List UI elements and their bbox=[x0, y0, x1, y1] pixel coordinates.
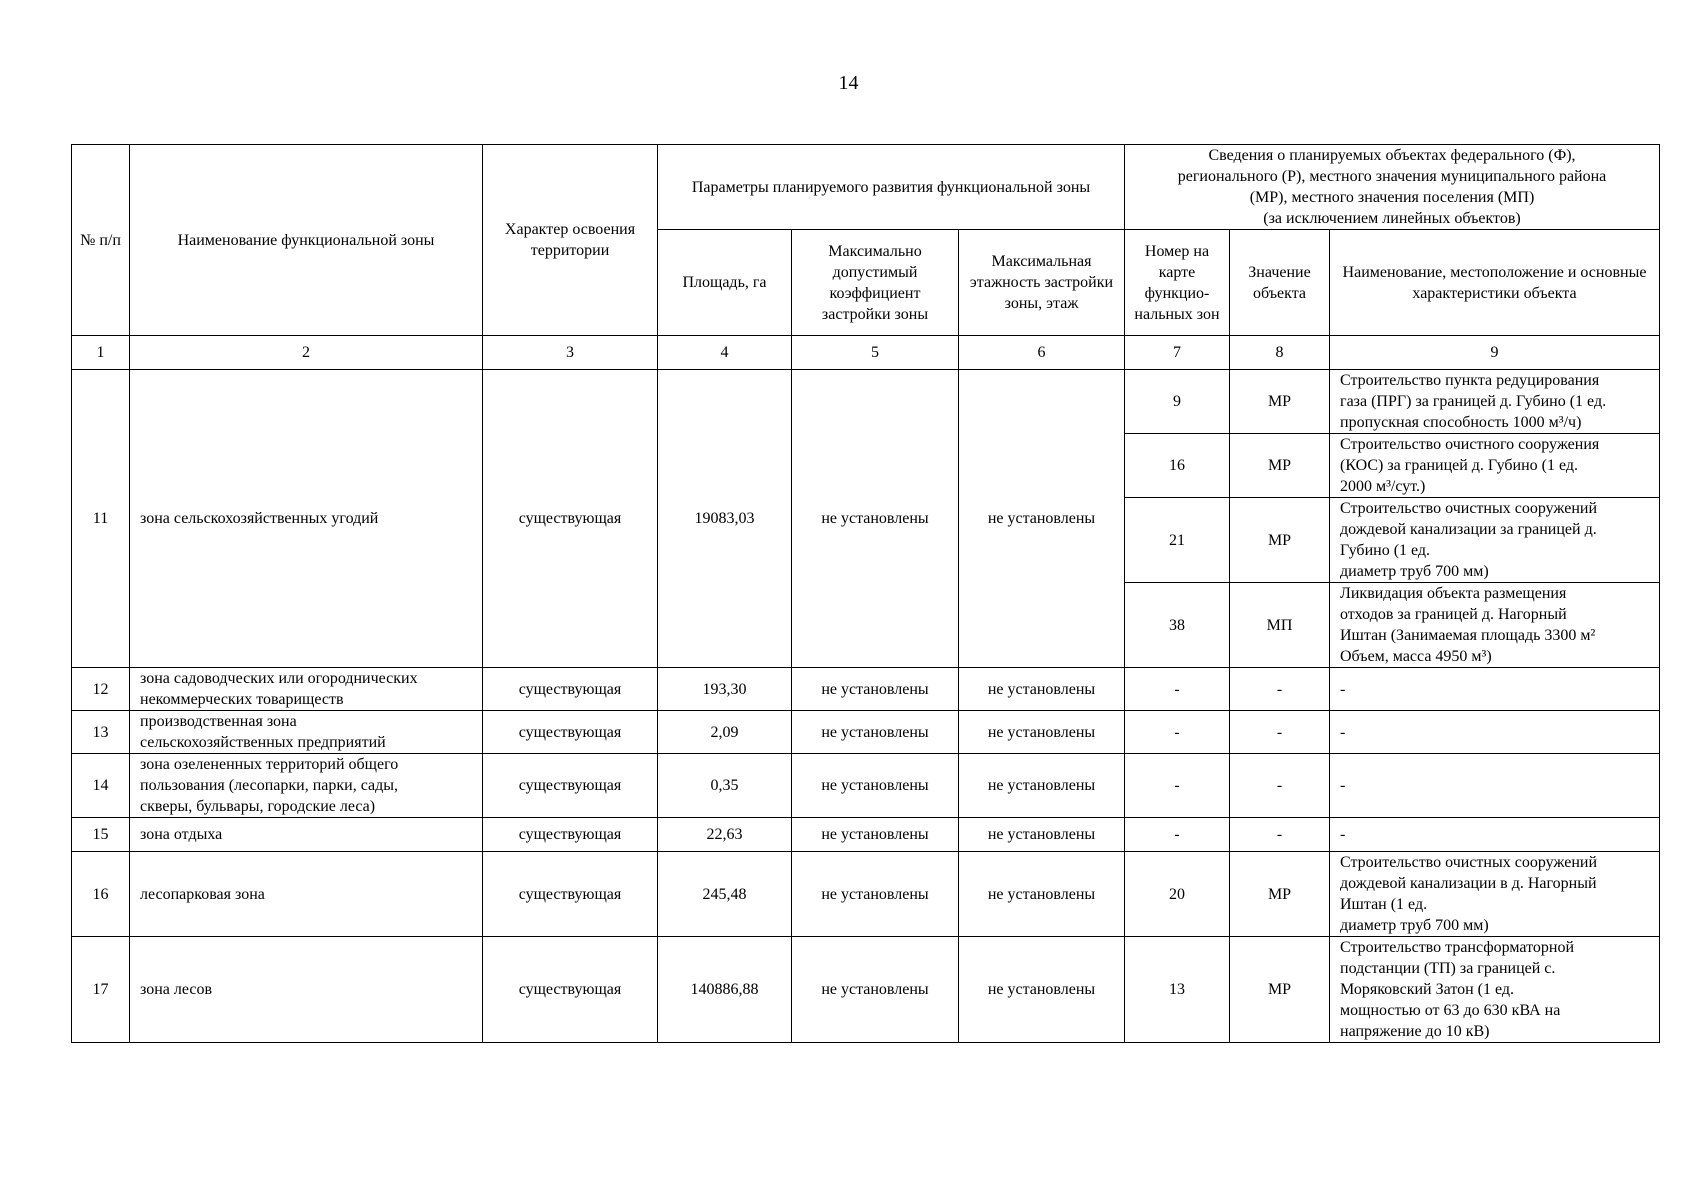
zone-name-line: производственная зона bbox=[140, 713, 297, 730]
object-description: - bbox=[1330, 668, 1660, 711]
development: существующая bbox=[483, 668, 658, 711]
header-objects-line: Сведения о планируемых объектах федерального (Ф), bbox=[1208, 147, 1576, 164]
column-number: 3 bbox=[483, 336, 658, 370]
zone-name bbox=[130, 852, 483, 937]
object-description-line: Строительство очистных сооружений bbox=[1340, 500, 1598, 517]
area-value: 245,48 bbox=[658, 852, 792, 937]
object-description-line: Объем, масса 4950 м³) bbox=[1340, 648, 1492, 665]
zone-name bbox=[130, 711, 483, 754]
row-num: 15 bbox=[72, 818, 130, 852]
coefficient-value: не установлены bbox=[792, 852, 959, 937]
object-description: - bbox=[1330, 818, 1660, 852]
floors-value: не установлены bbox=[959, 668, 1125, 711]
zone-name-line: зона отдыха bbox=[140, 826, 223, 843]
object-significance: - bbox=[1230, 668, 1330, 711]
object-description bbox=[1330, 434, 1660, 498]
object-description-line: Ликвидация объекта размещения bbox=[1340, 585, 1567, 602]
floors-value: не установлены bbox=[959, 711, 1125, 754]
table-row bbox=[72, 711, 1660, 754]
column-number: 1 bbox=[72, 336, 130, 370]
map-number: 9 bbox=[1125, 370, 1230, 434]
object-significance: - bbox=[1230, 818, 1330, 852]
header-object-desc: Наименование, местоположение и основные характеристики объекта bbox=[1330, 230, 1660, 336]
object-description-line: Строительство очистного сооружения bbox=[1340, 436, 1600, 453]
development: существующая bbox=[483, 711, 658, 754]
zone-name-line: зона садоводческих или огороднических bbox=[140, 670, 418, 687]
zone-name-line: скверы, бульвары, городские леса) bbox=[140, 798, 376, 815]
floors-value: не установлены bbox=[959, 818, 1125, 852]
floors-value: не установлены bbox=[959, 754, 1125, 818]
floors-value: не установлены bbox=[959, 852, 1125, 937]
zone-name bbox=[130, 818, 483, 852]
zone-name-line: некоммерческих товариществ bbox=[140, 691, 344, 708]
object-description: - bbox=[1330, 711, 1660, 754]
header-params-group: Параметры планируемого развития функциональной зоны bbox=[658, 145, 1125, 230]
table-row bbox=[72, 818, 1660, 852]
zone-name-line: лесопарковая зона bbox=[140, 885, 265, 903]
map-number: - bbox=[1125, 668, 1230, 711]
header-development: Характер освоения территории bbox=[483, 145, 658, 336]
floors-value: не установлены bbox=[959, 937, 1125, 1043]
area-value: 19083,03 bbox=[658, 370, 792, 668]
map-number: 38 bbox=[1125, 583, 1230, 668]
table-row bbox=[72, 937, 1660, 1043]
object-description bbox=[1330, 498, 1660, 583]
object-significance: МР bbox=[1230, 852, 1330, 937]
header-objects-line: (МР), местного значения поселения (МП) bbox=[1249, 189, 1535, 206]
object-description bbox=[1330, 370, 1660, 434]
map-number: - bbox=[1125, 711, 1230, 754]
zone-name bbox=[130, 937, 483, 1043]
column-number: 9 bbox=[1330, 336, 1660, 370]
object-description-line: подстанции (ТП) за границей с. bbox=[1340, 960, 1556, 977]
header-area: Площадь, га bbox=[658, 230, 792, 336]
header-map-number: Номер на карте функцио-нальных зон bbox=[1125, 230, 1230, 336]
coefficient-value: не установлены bbox=[792, 818, 959, 852]
zone-name-line: зона лесов bbox=[140, 981, 213, 998]
object-description-line: напряжение до 10 кВ) bbox=[1340, 1023, 1490, 1040]
object-description-line: газа (ПРГ) за границей д. Губино (1 ед. bbox=[1340, 393, 1607, 410]
floors-value: не установлены bbox=[959, 370, 1125, 668]
object-significance: - bbox=[1230, 754, 1330, 818]
object-description-line: дождевой канализации в д. Нагорный bbox=[1340, 875, 1597, 892]
coefficient-value: не установлены bbox=[792, 370, 959, 668]
object-description-line: диаметр труб 700 мм) bbox=[1340, 563, 1489, 580]
functional-zones-table bbox=[71, 144, 1660, 1043]
object-description-line: Губино (1 ед. bbox=[1340, 542, 1431, 559]
map-number: - bbox=[1125, 754, 1230, 818]
coefficient-value: не установлены bbox=[792, 937, 959, 1043]
object-significance: МР bbox=[1230, 434, 1330, 498]
object-description-line: дождевой канализации за границей д. bbox=[1340, 521, 1597, 538]
coefficient-value: не установлены bbox=[792, 754, 959, 818]
row-num: 16 bbox=[72, 852, 130, 937]
object-description-line: Иштан (1 ед. bbox=[1340, 896, 1428, 913]
object-significance: МР bbox=[1230, 498, 1330, 583]
row-num: 12 bbox=[72, 668, 130, 711]
header-floors: Максимальная этажность застройки зоны, этаж bbox=[959, 230, 1125, 336]
zone-name bbox=[130, 668, 483, 711]
object-description bbox=[1330, 852, 1660, 937]
table-row bbox=[72, 754, 1660, 818]
coefficient-value: не установлены bbox=[792, 668, 959, 711]
object-description-line: пропускная способность 1000 м³/ч) bbox=[1340, 414, 1582, 431]
object-description-line: диаметр труб 700 мм) bbox=[1340, 917, 1489, 934]
object-description-line: Строительство пункта редуцирования bbox=[1340, 372, 1600, 389]
zone-name-line: пользования (лесопарки, парки, сады, bbox=[140, 777, 398, 794]
development: существующая bbox=[483, 937, 658, 1043]
table-row bbox=[72, 852, 1660, 937]
header-zone-name: Наименование функциональной зоны bbox=[130, 145, 483, 336]
row-num: 17 bbox=[72, 937, 130, 1043]
column-number: 5 bbox=[792, 336, 959, 370]
column-number: 7 bbox=[1125, 336, 1230, 370]
object-significance: - bbox=[1230, 711, 1330, 754]
map-number: 21 bbox=[1125, 498, 1230, 583]
column-number: 4 bbox=[658, 336, 792, 370]
object-description bbox=[1330, 583, 1660, 668]
column-number-row bbox=[72, 336, 1660, 370]
area-value: 140886,88 bbox=[658, 937, 792, 1043]
zone-name-line: зона озелененных территорий общего bbox=[140, 756, 399, 773]
zone-name-line: сельскохозяйственных предприятий bbox=[140, 734, 386, 751]
page-number: 14 bbox=[838, 72, 859, 94]
column-number: 6 bbox=[959, 336, 1125, 370]
object-description-line: Моряковский Затон (1 ед. bbox=[1340, 981, 1515, 998]
column-number: 8 bbox=[1230, 336, 1330, 370]
header-objects-line: регионального (Р), местного значения муниципального района bbox=[1177, 168, 1607, 185]
column-number: 2 bbox=[130, 336, 483, 370]
map-number: - bbox=[1125, 818, 1230, 852]
object-significance: МР bbox=[1230, 370, 1330, 434]
object-description-line: (КОС) за границей д. Губино (1 ед. bbox=[1340, 457, 1578, 474]
development: существующая bbox=[483, 818, 658, 852]
header-significance: Значение объекта bbox=[1230, 230, 1330, 336]
object-description-line: 2000 м³/сут.) bbox=[1340, 478, 1426, 495]
row-num: 13 bbox=[72, 711, 130, 754]
development: существующая bbox=[483, 852, 658, 937]
area-value: 0,35 bbox=[658, 754, 792, 818]
object-description: - bbox=[1330, 754, 1660, 818]
table-row bbox=[72, 370, 1660, 434]
header-objects-group bbox=[1125, 145, 1660, 230]
development: существующая bbox=[483, 370, 658, 668]
header-coefficient: Максимально допустимый коэффициент застройки зоны bbox=[792, 230, 959, 336]
coefficient-value: не установлены bbox=[792, 711, 959, 754]
map-number: 13 bbox=[1125, 937, 1230, 1043]
development: существующая bbox=[483, 754, 658, 818]
area-value: 22,63 bbox=[658, 818, 792, 852]
area-value: 2,09 bbox=[658, 711, 792, 754]
map-number: 16 bbox=[1125, 434, 1230, 498]
zone-name bbox=[130, 754, 483, 818]
row-num: 14 bbox=[72, 754, 130, 818]
object-significance: МП bbox=[1230, 583, 1330, 668]
object-description-line: Иштан (Занимаемая площадь 3300 м² bbox=[1340, 627, 1596, 644]
map-number: 20 bbox=[1125, 852, 1230, 937]
zone-name: зона сельскохозяйственных угодий bbox=[130, 370, 483, 668]
header-objects-line: (за исключением линейных объектов) bbox=[1263, 210, 1521, 227]
header-num: № п/п bbox=[72, 145, 130, 336]
object-description-line: Строительство трансформаторной bbox=[1340, 939, 1575, 956]
table-row bbox=[72, 668, 1660, 711]
object-description bbox=[1330, 937, 1660, 1043]
object-significance: МР bbox=[1230, 937, 1330, 1043]
area-value: 193,30 bbox=[658, 668, 792, 711]
object-description-line: Строительство очистных сооружений bbox=[1340, 854, 1598, 871]
object-description-line: отходов за границей д. Нагорный bbox=[1340, 606, 1567, 623]
row-num: 11 bbox=[72, 370, 130, 668]
object-description-line: мощностью от 63 до 630 кВА на bbox=[1340, 1002, 1561, 1019]
